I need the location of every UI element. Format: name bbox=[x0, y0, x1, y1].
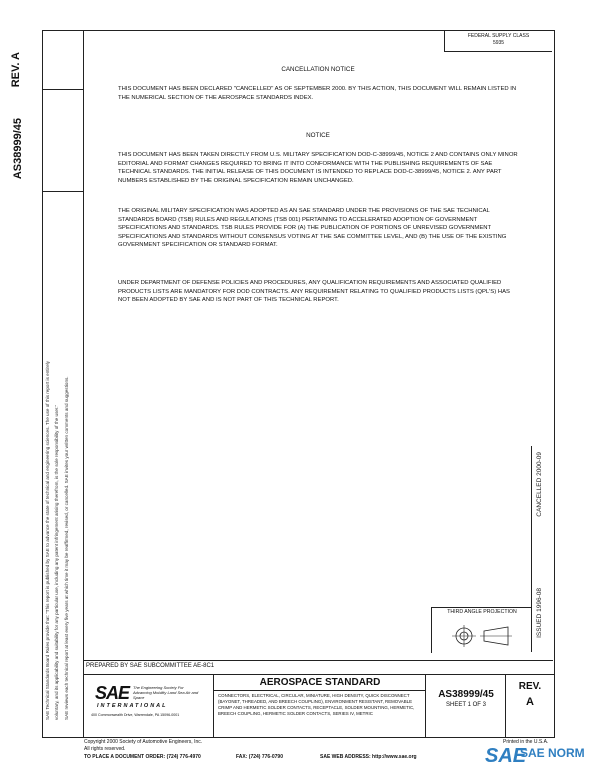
copyright: Copyright 2000 Society of Automotive Engineers, Inc. bbox=[84, 739, 203, 745]
left-rev-label: REV. A bbox=[10, 52, 22, 88]
watermark-sae: SAE bbox=[485, 745, 527, 767]
rev-label: REV. bbox=[518, 681, 542, 692]
left-divider bbox=[43, 191, 84, 192]
printed-in: Printed in the U.S.A. bbox=[503, 739, 549, 745]
sae-tagline: The Engineering Society For Advancing Mobility Land Sea Air and Space bbox=[133, 685, 199, 700]
left-divider bbox=[43, 89, 84, 90]
notice-heading: NOTICE bbox=[306, 132, 330, 139]
third-angle-projection-icon bbox=[432, 615, 532, 649]
federal-supply-class bbox=[444, 30, 552, 52]
bottom-divider bbox=[83, 660, 553, 661]
sae-norm-watermark bbox=[484, 742, 594, 768]
sheet-number: SHEET 1 OF 3 bbox=[446, 702, 486, 708]
standard-description: CONNECTORS, ELECTRICAL, CIRCULAR, MINIATURE, HIGH DENSITY, QUICK DISCONNECT (BAYONET, THREADED, AND BREECH COUPLING), ENVIRONMENT RESISTANT, REMOVABLE CRIMP AND HERMETIC SOLDER CONTACTS, RECEPTACLE, SOLDER MOUNTING, HERMETIC, BREECH COUPLING, HERMETIC SOLDER CONTACTS, SERIES IV, METRIC bbox=[218, 693, 415, 716]
fsc-label: FEDERAL SUPPLY CLASS bbox=[467, 33, 530, 39]
rev-value: A bbox=[526, 696, 534, 708]
order-phone: TO PLACE A DOCUMENT ORDER: (724) 776-4970 bbox=[84, 754, 201, 760]
left-doc-number: AS38999/45 bbox=[12, 118, 24, 180]
sae-international: INTERNATIONAL bbox=[97, 703, 168, 709]
sae-logo-block bbox=[83, 674, 213, 737]
issued-date: ISSUED 1996-08 bbox=[536, 588, 543, 638]
doc-number: AS38999/45 bbox=[438, 689, 494, 700]
sae-logo-mark: SAE bbox=[95, 683, 130, 703]
side-note-1: SAE Technical Standards Board Rules provide that: "This report is published by SAE to advance the state of technical and engineering sciences. The use of this report is entirely bbox=[45, 361, 50, 720]
fsc-value: 5935 bbox=[492, 40, 505, 46]
standard-title: AEROSPACE STANDARD bbox=[214, 675, 426, 691]
cancelled-date: CANCELLED 2000-09 bbox=[536, 452, 543, 517]
notice-paragraph-2: THE ORIGINAL MILITARY SPECIFICATION WAS ADOPTED AS AN SAE STANDARD UNDER THE PROVISIONS OF THE SAE TECHNICAL STANDARDS BOARD (TSB) RULES AND REGULATIONS (TSB 001) PERTAINING TO ACCELERATED ADOPTION OF GOVERNMENT SPECIFICATIONS AND STANDARDS. TSB RULES PROVIDE FOR (A) THE PUBLICATION OF PORTIONS OF UNREVISED GOVERNMENT SPECIFICATIONS AND STANDARDS WITHOUT CONSENSUS VOTING AT THE SAE COMMITTEE LEVEL, AND (B) THE USE OF THE EXISTING GOVERNMENT SPECIFICATION OR STANDARD FORMAT. bbox=[118, 208, 507, 249]
standard-block bbox=[213, 674, 426, 737]
notice-paragraph-1: THIS DOCUMENT HAS BEEN TAKEN DIRECTLY FROM U.S. MILITARY SPECIFICATION DOD-C-38999/45, NOTICE 2 AND CONTAINS ONLY MINOR EDITORIAL AND FORMAT CHANGES REQUIRED TO BRING IT INTO CONFORMANCE WITH THE PUBLISHING REQUIREMENTS OF SAE TECHNICAL STANDARDS. THE INITIAL RELEASE OF THIS DOCUMENT IS INTENDED TO REPLACE DOD-C-38999/45, NOTICE 2. ANY PART NUMBERS ESTABLISHED BY THE ORIGINAL SPECIFICATION REMAIN UNCHANGED. bbox=[118, 152, 518, 184]
sae-address: 400 Commonwealth Drive, Warrendale, PA 15096-0001 bbox=[91, 713, 180, 717]
rights: All rights reserved. bbox=[84, 746, 126, 752]
cancellation-body: THIS DOCUMENT HAS BEEN DECLARED "CANCELLED" AS OF SEPTEMBER 2000. BY THIS ACTION, THIS DOCUMENT WILL REMAIN LISTED IN THE NUMERICAL SECTION OF THE AEROSPACE STANDARDS INDEX. bbox=[118, 86, 517, 101]
notice-paragraph-3: UNDER DEPARTMENT OF DEFENSE POLICIES AND PROCEDURES, ANY QUALIFICATION REQUIREMENTS AND ASSOCIATED QUALIFIED PRODUCTS LISTS ARE MANDATORY FOR DOD CONTRACTS. ANY REQUIREMENT RELATING TO QUALIFIED PRODUCTS LISTS (QPL'S) HAS NOT BEEN ADOPTED BY SAE AND IS NOT PART OF THIS TECHNICAL REPORT. bbox=[118, 280, 510, 304]
side-note-3: SAE reviews each technical report at least every five years at which time it may be reaffirmed, revised, or cancelled. SAE invites your written comments and suggestions. bbox=[64, 376, 69, 720]
sae-norm-logo-icon bbox=[484, 742, 527, 767]
doc-number-block bbox=[425, 674, 506, 737]
watermark-norm: SAE NORM bbox=[520, 746, 585, 760]
rev-block bbox=[505, 674, 554, 737]
side-note-2: voluntary, and its applicability and suitability for any particular use, including any patent infringement arising therefrom, is the sole responsibility of the user." bbox=[54, 404, 59, 720]
web-address[interactable]: SAE WEB ADDRESS: http://www.sae.org bbox=[320, 754, 417, 760]
fax-number: FAX: (724) 776-0790 bbox=[236, 754, 283, 760]
cancellation-heading: CANCELLATION NOTICE bbox=[281, 66, 355, 73]
prepared-by: PREPARED BY SAE SUBCOMMITTEE AE-8C1 bbox=[86, 663, 215, 669]
projection-label: THIRD ANGLE PROJECTION bbox=[447, 609, 517, 615]
projection-box bbox=[431, 607, 532, 653]
